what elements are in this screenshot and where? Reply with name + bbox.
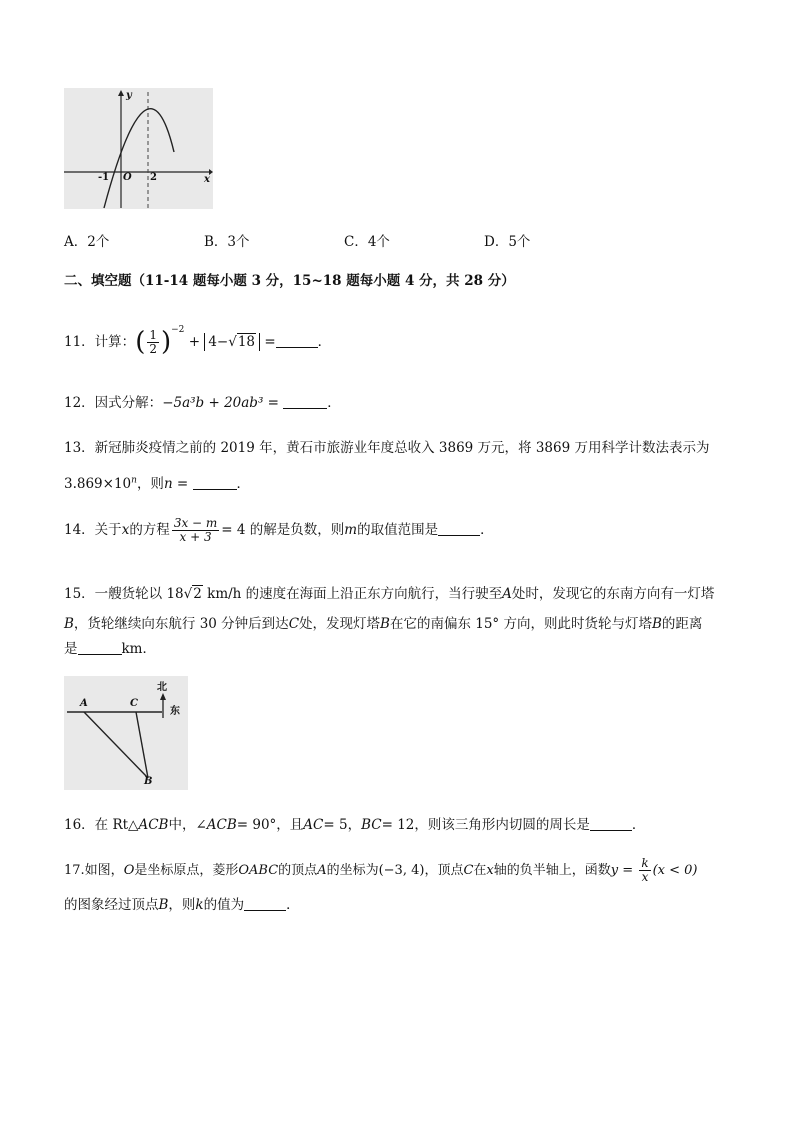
q11-eq: = (264, 334, 276, 351)
q17-k: k (195, 897, 204, 913)
q16-bc: BC (361, 817, 382, 833)
navigation-figure (64, 676, 188, 790)
q15-line2e: 的距离 (661, 616, 703, 632)
q15-sqrt: 2 (193, 586, 202, 602)
q16-tri: ACB (138, 817, 169, 833)
q15-line1b: km/h 的速度在海面上沿正东方向航行，当行驶至 (202, 586, 503, 602)
q11-sqrt: 18 (237, 334, 256, 351)
q16-mid3: = 5， (323, 817, 362, 833)
q17-line1a: 17.如图， (64, 863, 124, 879)
q15-line3a: 是 (64, 641, 78, 657)
y-axis-arrow (118, 90, 124, 96)
q13-sci-exp: n (131, 475, 137, 486)
q16-ang: ACB (206, 817, 237, 833)
parabola-curve (104, 109, 174, 208)
q15-point-a: A (502, 586, 512, 602)
q14-mid2: = 4 的解是负数，则 (221, 522, 345, 539)
q17-end: ． (286, 897, 300, 913)
q12-end: ． (327, 395, 341, 411)
q11-end: ． (317, 334, 332, 351)
q14-mid3: 的取值范围是 (357, 522, 439, 539)
tick-neg1: -1 (98, 172, 110, 183)
question-15-line2 (64, 612, 702, 638)
east-label: 东 (170, 706, 180, 717)
q17-answer-blank[interactable] (244, 896, 286, 911)
q12-answer-blank[interactable] (283, 394, 327, 409)
q15-answer-blank[interactable] (78, 640, 122, 655)
q17-oabc: OABC (238, 863, 279, 879)
q17-y: y (610, 863, 619, 879)
q13-sci-base: 3.869×10 (64, 476, 132, 492)
question-15-line1: 15．一艘货轮以 18√2 km/h 的速度在海面上沿正东方向航行，当行驶至A处时，发现它的东南方向有一灯塔 (64, 586, 715, 602)
question-15-line3 (64, 637, 156, 663)
q14-prefix: 14．关于 (64, 522, 122, 539)
q17-line1d: 的坐标为 (326, 863, 379, 879)
q14-fraction (172, 517, 219, 544)
question-12 (64, 391, 341, 417)
q14-end: ． (480, 522, 494, 539)
q16-end: ． (631, 817, 646, 833)
q15-point-c: C (288, 616, 300, 632)
q17-line1b: 是坐标原点，菱形 (134, 863, 239, 879)
option-d: D．5个 (484, 234, 531, 250)
question-14 (64, 517, 494, 544)
q15-line1c: 处时，发现它的东南方向有一灯塔 (511, 586, 715, 602)
q17-o: O (123, 863, 135, 879)
q14-frac-den: x + 3 (179, 530, 212, 545)
question-17-line2 (64, 893, 300, 919)
q17-x: x (486, 863, 494, 879)
q14-var-x: x (121, 522, 130, 539)
question-11: 11．计算：( $\frac{1}{2}$ )$^{-2}$ + 4−√18 = ． (64, 325, 332, 357)
q13-var-n: n (163, 476, 173, 492)
question-17-line1 (64, 857, 698, 884)
point-c-label: C (130, 698, 138, 709)
option-a: A．2个 (64, 234, 110, 250)
q16-mid2: = 90°，且 (236, 817, 304, 833)
q17-frac-num: k (641, 856, 649, 870)
q17-b: B (158, 897, 169, 913)
question-13-line1: 13．新冠肺炎疫情之前的 2019 年，黄石市旅游业年度总收入 3869 万元，将 3869 万用科学计数法表示为 (64, 440, 710, 456)
section-title: 二、填空题（11-14 题每小题 3 分，15~18 题每小题 4 分，共 28 分） (64, 273, 515, 289)
q17-line2c: 的值为 (203, 897, 245, 913)
tick-2: 2 (150, 172, 157, 183)
navigation-diagram (64, 676, 188, 790)
q15-line2c: 处，发现灯塔 (299, 616, 381, 632)
q15-line2b: ，货轮继续向东航行 30 分钟后到达 (73, 616, 289, 632)
q17-line1e: ，顶点 (424, 863, 464, 879)
q17-line1c: 的顶点 (278, 863, 318, 879)
q11-fraction (147, 329, 159, 356)
q17-line1f: 在 (473, 863, 487, 879)
q14-frac-num: 3x − m (173, 516, 218, 530)
q11-answer-blank[interactable] (276, 333, 318, 348)
q17-line2b: ，则 (168, 897, 196, 913)
q16-answer-blank[interactable] (590, 816, 632, 831)
parabola-figure (64, 88, 213, 209)
q17-line2a: 的图象经过顶点 (64, 897, 159, 913)
option-b: B．3个 (204, 234, 250, 250)
q16-mid1: 中，∠ (168, 817, 207, 833)
q15-point-b2: B (651, 616, 662, 632)
q17-frac-den: x (641, 870, 649, 885)
q13-end: ． (236, 476, 251, 492)
q12-prefix: 12．因式分解： (64, 395, 163, 411)
q15-point-b: B (380, 616, 390, 632)
y-axis-label: y (126, 90, 132, 101)
q17-coord: (−3, 4) (378, 863, 425, 879)
q17-line1g: 轴的负半轴上，函数 (493, 863, 611, 879)
option-c: C．4个 (344, 234, 390, 250)
q17-eq: = (618, 863, 638, 879)
q13-sci-tail: ，则 (136, 476, 164, 492)
q16-prefix: 16．在 Rt△ (64, 817, 139, 833)
q16-mid4: = 12，则该三角形内切圆的周长是 (381, 817, 590, 833)
q17-c: C (463, 863, 474, 879)
q11-prefix: 11．计算： (64, 334, 136, 351)
q11-frac-num: 1 (149, 328, 157, 343)
q11-frac-den: 2 (149, 342, 157, 357)
x-axis-label: x (204, 174, 210, 185)
question-13-line2 (64, 472, 250, 498)
question-16 (64, 813, 645, 839)
q14-var-m: m (344, 522, 358, 539)
q12-expression: −5a³b + 20ab³ = (162, 395, 279, 411)
q17-fraction (639, 857, 650, 884)
q15-line2a: B (64, 616, 74, 632)
q11-plus: + (188, 334, 201, 351)
q15-line1a: 15．一艘货轮以 18 (64, 586, 184, 602)
q11-abs: 4−√18 (204, 333, 260, 351)
q11-abs-a: 4− (208, 334, 229, 351)
point-a-label: A (80, 698, 88, 709)
q11-exponent: −2 (171, 325, 185, 336)
q13-answer-blank[interactable] (193, 475, 237, 490)
q17-a: A (317, 863, 327, 879)
origin-label: O (123, 172, 132, 183)
q15-line2d: 在它的南偏东 15° 方向，则此时货轮与灯塔 (389, 616, 652, 632)
q16-ac: AC (303, 817, 324, 833)
q17-cond: (x < 0) (652, 863, 698, 879)
q13-eq: = (172, 476, 189, 492)
point-b-label: B (144, 776, 153, 787)
parabola-graph (64, 88, 213, 209)
q15-line3b: km． (121, 641, 156, 657)
north-arrow-head (160, 693, 166, 700)
q14-answer-blank[interactable] (438, 521, 480, 536)
q14-mid1: 的方程 (129, 522, 170, 539)
north-label: 北 (157, 682, 167, 693)
